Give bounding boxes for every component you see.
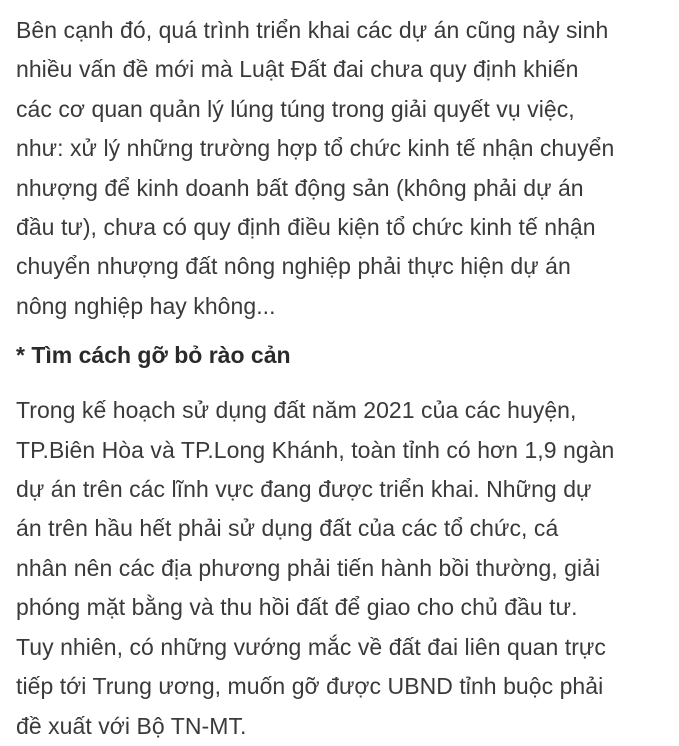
text-line: chuyển nhượng đất nông nghiệp phải thực hiện dự án: [16, 253, 571, 280]
text-line: dự án trên các lĩnh vực đang được triển khai. Những dự: [16, 476, 592, 503]
text-line: đầu tư), chưa có quy định điều kiện tổ chức kinh tế nhận: [16, 214, 596, 241]
text-line: TP.Biên Hòa và TP.Long Khánh, toàn tỉnh có hơn 1,9 ngàn: [16, 436, 615, 463]
text-line: nhân nên các địa phương phải tiến hành bồi thường, giải: [16, 554, 601, 581]
text-line: nhượng để kinh doanh bất động sản (không phải dự án: [16, 174, 584, 201]
section-heading: * Tìm cách gỡ bỏ rào cản: [16, 342, 291, 369]
article-body: [16, 0, 672, 746]
text-line: Bên cạnh đó, quá trình triển khai các dự án cũng nảy sinh: [16, 17, 609, 43]
text-line: án trên hầu hết phải sử dụng đất của các tổ chức, cá: [16, 515, 559, 542]
text-line: đề xuất với Bộ TN-MT.: [16, 712, 247, 739]
text-line: Trong kế hoạch sử dụng đất năm 2021 của các huyện,: [16, 397, 577, 424]
paragraph: [16, 0, 672, 326]
text-line: phóng mặt bằng và thu hồi đất để giao cho chủ đầu tư.: [16, 594, 578, 621]
text-line: như: xử lý những trường hợp tổ chức kinh tế nhận chuyển: [16, 135, 615, 162]
text-line: các cơ quan quản lý lúng túng trong giải quyết vụ việc,: [16, 95, 575, 122]
text-line: nhiều vấn đề mới mà Luật Đất đai chưa quy định khiến: [16, 56, 579, 83]
text-line: Tuy nhiên, có những vướng mắc về đất đai liên quan trực: [16, 633, 606, 660]
text-line: nông nghiệp hay không...: [16, 292, 276, 319]
text-line: tiếp tới Trung ương, muốn gỡ được UBND tỉnh buộc phải: [16, 673, 604, 700]
paragraph: [16, 375, 672, 746]
